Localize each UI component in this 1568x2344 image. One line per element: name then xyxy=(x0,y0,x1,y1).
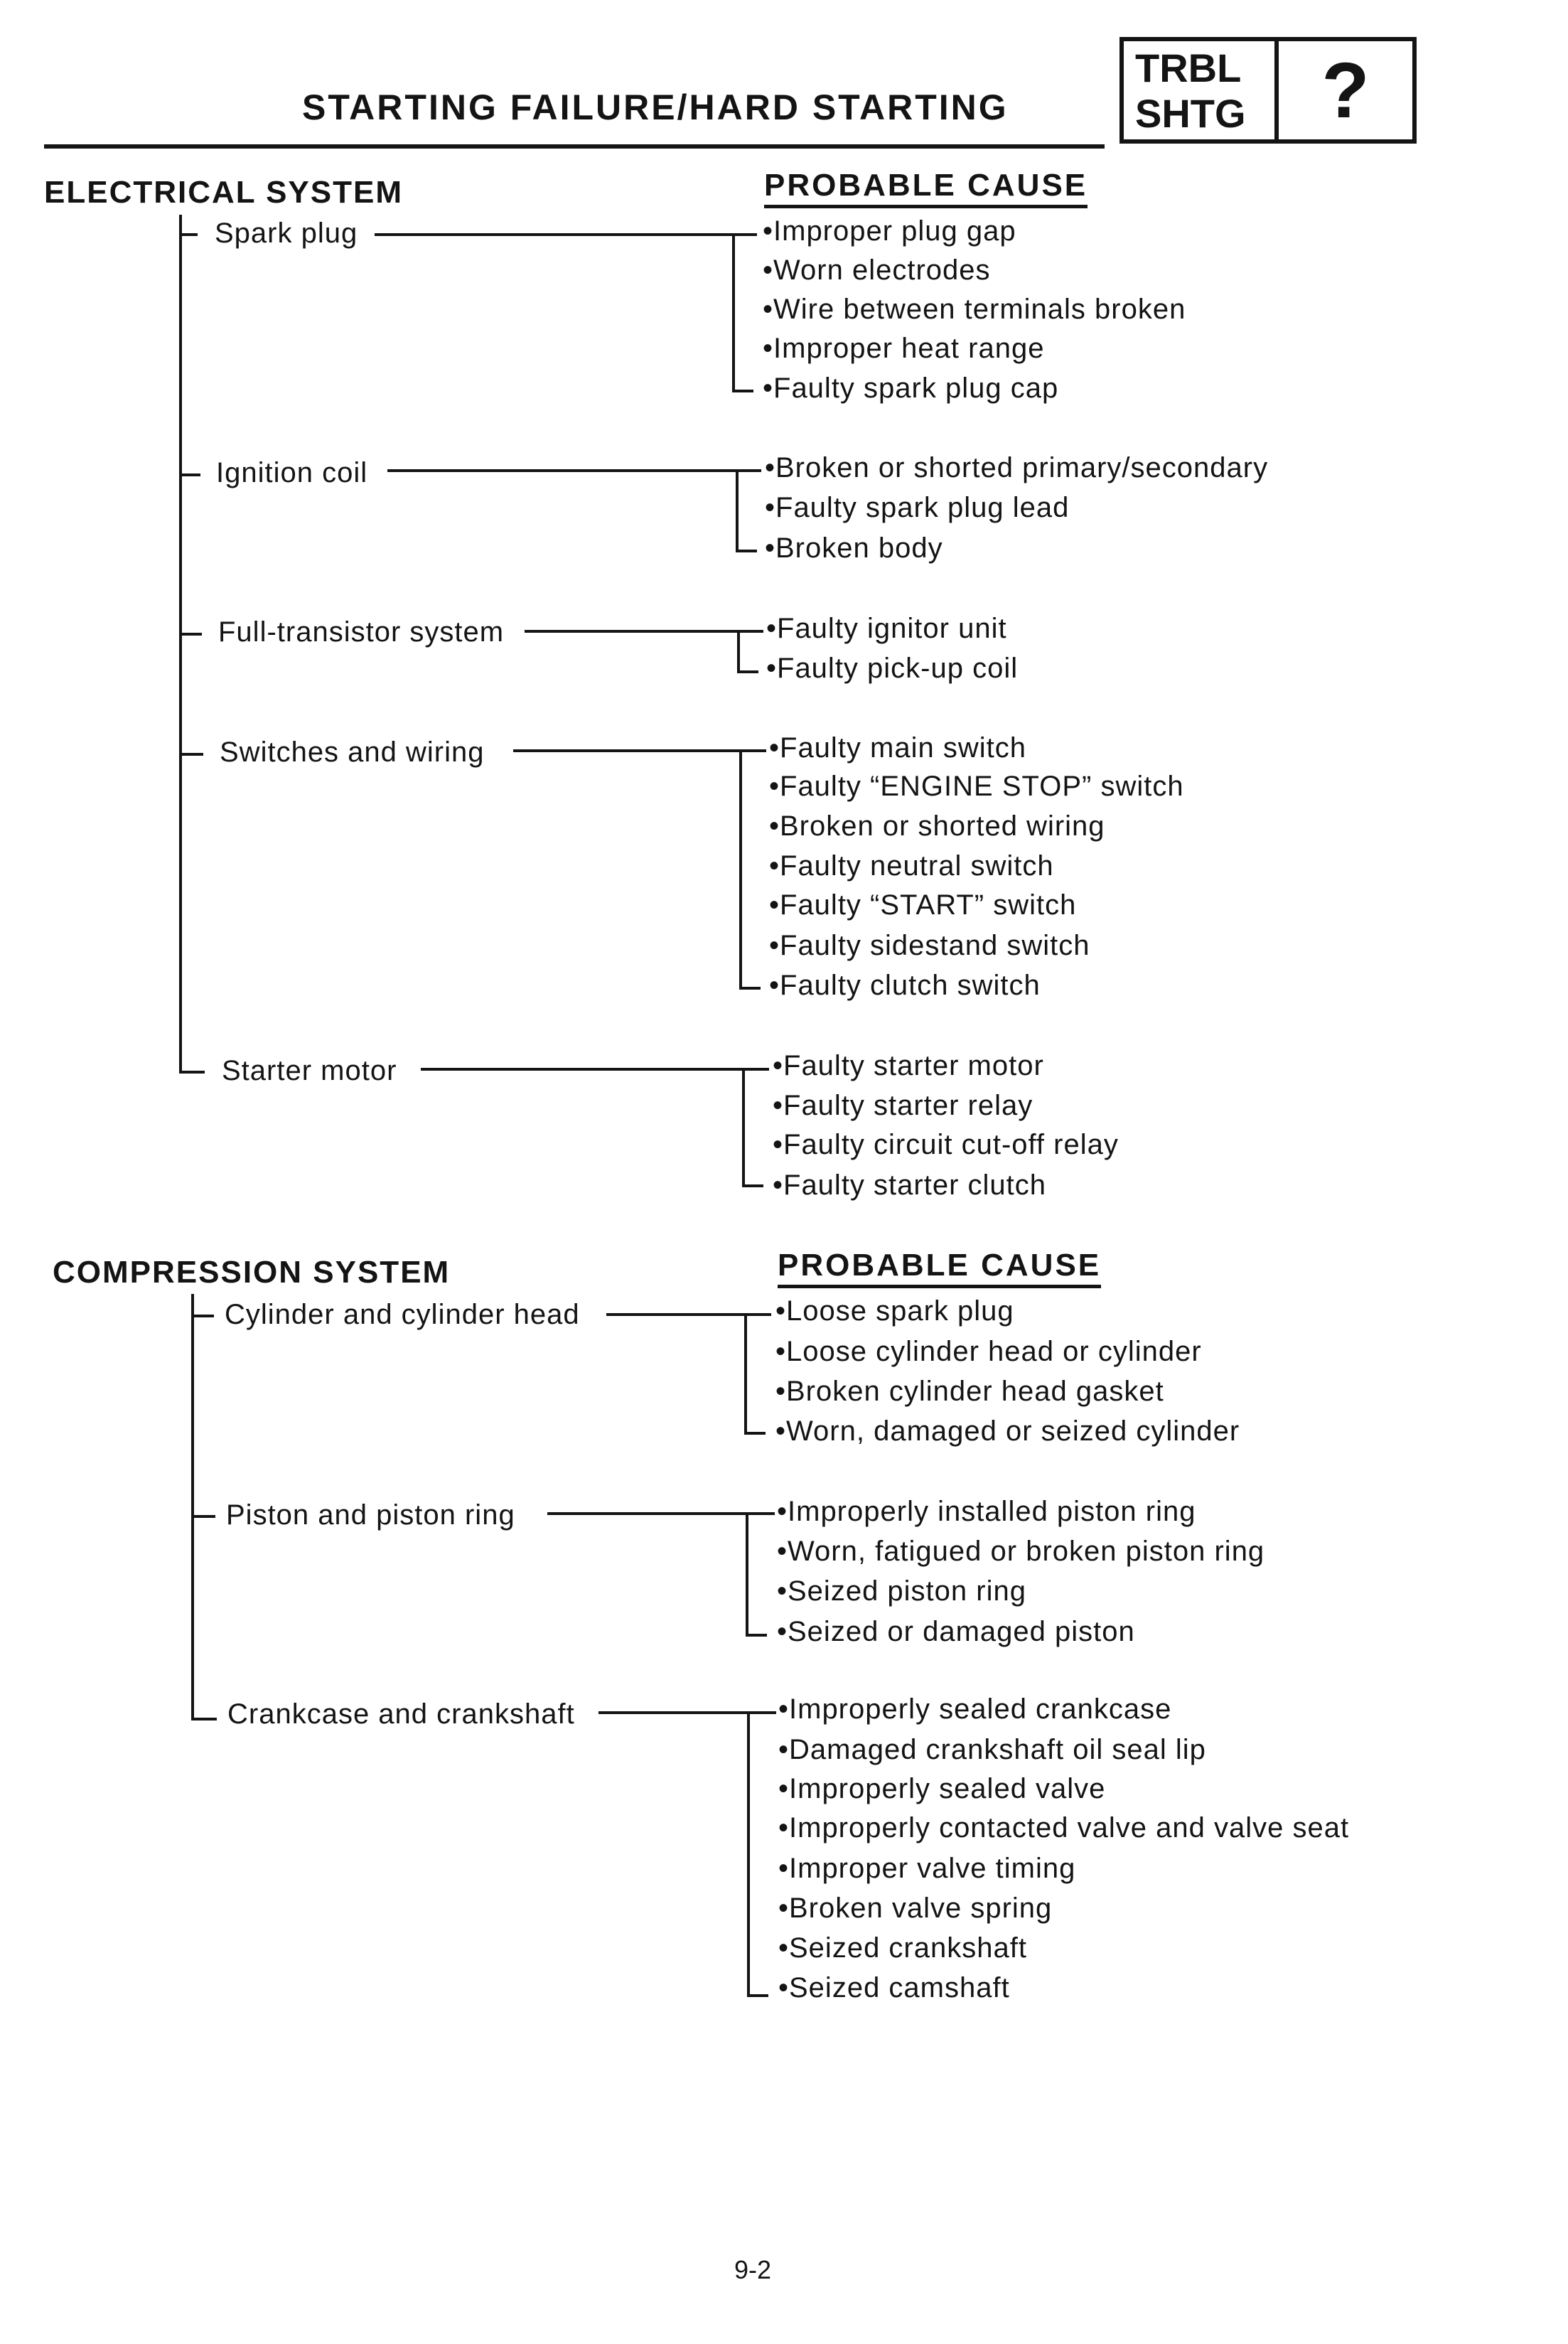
bracket-end xyxy=(744,1432,766,1435)
cause-bracket xyxy=(737,630,740,673)
cause-item: •Seized crankshaft xyxy=(778,1932,1027,1964)
tab-code-line1: TRBL xyxy=(1135,46,1242,90)
cause-item: •Loose cylinder head or cylinder xyxy=(775,1336,1202,1367)
cause-item: •Wire between terminals broken xyxy=(763,294,1186,325)
cause-item: •Faulty starter relay xyxy=(773,1090,1033,1121)
title-rule xyxy=(44,144,1105,149)
cause-item: •Faulty neutral switch xyxy=(769,850,1054,882)
page-number: 9-2 xyxy=(734,2255,772,2284)
cause-item: •Improper heat range xyxy=(763,333,1045,364)
cause-item: •Worn, fatigued or broken piston ring xyxy=(777,1536,1265,1567)
cause-item: •Faulty ignitor unit xyxy=(766,613,1007,644)
branch-tick xyxy=(191,1315,214,1317)
cause-item: •Faulty spark plug lead xyxy=(765,492,1070,523)
component-starter-motor: Starter motor xyxy=(222,1055,397,1086)
component-crankcase-and-crankshaft: Crankcase and crankshaft xyxy=(227,1698,575,1730)
cause-item: •Improperly contacted valve and valve seat xyxy=(778,1812,1350,1843)
cause-item: •Improperly sealed valve xyxy=(778,1773,1106,1804)
cause-bracket xyxy=(739,749,742,990)
bracket-end xyxy=(742,1184,763,1187)
branch-tick xyxy=(179,473,200,476)
cause-item: •Broken or shorted wiring xyxy=(769,810,1105,842)
cause-item: •Worn, damaged or seized cylinder xyxy=(775,1416,1240,1447)
branch-tick xyxy=(179,1071,205,1074)
branch-tick xyxy=(179,233,198,236)
connector-line xyxy=(525,630,763,633)
branch-tick xyxy=(179,633,202,636)
cause-item: •Improper valve timing xyxy=(778,1853,1076,1884)
cause-item: •Worn electrodes xyxy=(763,255,991,286)
branch-tick xyxy=(179,753,203,756)
bracket-end xyxy=(739,987,761,990)
bracket-end xyxy=(747,1994,768,1997)
cause-item: •Seized or damaged piston xyxy=(777,1616,1135,1647)
connector-line xyxy=(375,233,757,236)
cause-item: •Faulty starter motor xyxy=(773,1050,1044,1081)
compression-tree-trunk xyxy=(191,1294,194,1720)
bracket-end xyxy=(737,670,758,673)
cause-item: •Faulty main switch xyxy=(769,732,1026,764)
cause-bracket xyxy=(736,469,739,552)
section-title-electrical: ELECTRICAL SYSTEM xyxy=(44,175,404,210)
cause-item: •Damaged crankshaft oil seal lip xyxy=(778,1734,1206,1765)
tab-code-line2: SHTG xyxy=(1135,91,1246,136)
component-ignition-coil: Ignition coil xyxy=(216,457,368,488)
component-spark-plug: Spark plug xyxy=(215,218,358,249)
cause-item: •Improperly sealed crankcase xyxy=(778,1693,1172,1725)
cause-item: •Seized camshaft xyxy=(778,1972,1010,2003)
cause-item: •Faulty circuit cut-off relay xyxy=(773,1129,1119,1160)
cause-item: •Seized piston ring xyxy=(777,1575,1026,1607)
component-cylinder-and-cylinder-head: Cylinder and cylinder head xyxy=(225,1299,580,1330)
cause-bracket xyxy=(747,1711,750,1997)
cause-bracket xyxy=(732,233,735,392)
cause-item: •Broken cylinder head gasket xyxy=(775,1376,1164,1407)
component-full-transistor-system: Full-transistor system xyxy=(218,616,505,648)
component-piston-and-piston-ring: Piston and piston ring xyxy=(226,1499,515,1531)
cause-item: •Faulty clutch switch xyxy=(769,970,1041,1001)
component-switches-and-wiring: Switches and wiring xyxy=(220,737,485,768)
connector-line xyxy=(547,1512,775,1515)
branch-tick xyxy=(191,1718,217,1720)
cause-item: •Loose spark plug xyxy=(775,1295,1014,1327)
section-title-compression: COMPRESSION SYSTEM xyxy=(53,1255,451,1290)
bracket-end xyxy=(736,550,757,552)
connector-line xyxy=(387,469,761,472)
cause-bracket xyxy=(746,1512,748,1637)
cause-item: •Faulty starter clutch xyxy=(773,1170,1047,1201)
question-mark-icon: ? xyxy=(1321,46,1370,134)
connector-line xyxy=(513,749,766,752)
cause-item: •Faulty pick-up coil xyxy=(766,653,1019,684)
cause-item: •Faulty sidestand switch xyxy=(769,930,1090,961)
probable-cause-header-compression: PROBABLE CAUSE xyxy=(778,1248,1101,1288)
cause-bracket xyxy=(742,1068,745,1187)
page-title: STARTING FAILURE/HARD STARTING xyxy=(302,87,1009,127)
cause-item: •Faulty “START” switch xyxy=(769,889,1077,921)
cause-item: •Broken valve spring xyxy=(778,1893,1053,1924)
cause-item: •Improperly installed piston ring xyxy=(777,1496,1196,1527)
cause-item: •Broken or shorted primary/secondary xyxy=(765,452,1269,483)
cause-item: •Improper plug gap xyxy=(763,215,1016,247)
cause-bracket xyxy=(744,1313,747,1435)
connector-line xyxy=(421,1068,769,1071)
bracket-end xyxy=(732,390,753,392)
tab-code xyxy=(1124,41,1279,139)
cause-item: •Broken body xyxy=(765,533,943,564)
cause-item: •Faulty “ENGINE STOP” switch xyxy=(769,771,1184,802)
probable-cause-header-electrical: PROBABLE CAUSE xyxy=(764,168,1088,208)
branch-tick xyxy=(191,1515,215,1518)
cause-item: •Faulty spark plug cap xyxy=(763,373,1059,404)
electrical-tree-trunk xyxy=(179,215,182,1074)
bracket-end xyxy=(746,1634,767,1637)
section-tab xyxy=(1119,37,1417,144)
